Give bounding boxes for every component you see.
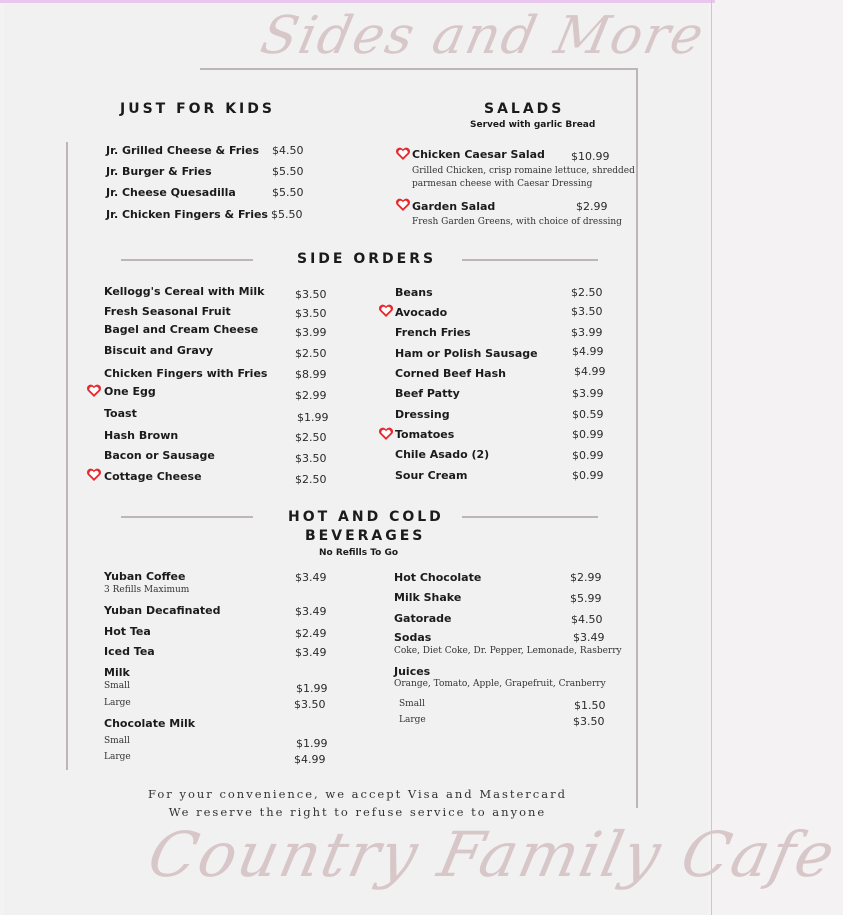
side-price: $2.50 xyxy=(571,286,603,299)
kids-price: $5.50 xyxy=(272,165,304,178)
beverage-item: Milk Shake xyxy=(394,591,462,604)
side-price: $4.99 xyxy=(572,345,604,358)
beverage-item: Yuban Coffee xyxy=(104,570,186,583)
beverage-price: $2.99 xyxy=(570,571,602,584)
side-item: Beef Patty xyxy=(395,387,460,400)
side-price: $4.99 xyxy=(574,365,606,378)
side-price: $2.50 xyxy=(295,473,327,486)
side-item: Hash Brown xyxy=(104,429,179,442)
kids-price: $5.50 xyxy=(272,186,304,199)
side-item: Sour Cream xyxy=(395,469,468,482)
beverage-price: $3.49 xyxy=(295,571,327,584)
size-label: Large xyxy=(399,715,426,725)
side-item: Beans xyxy=(395,286,433,299)
side-price: $2.50 xyxy=(295,347,327,360)
salad-item: Chicken Caesar Salad xyxy=(412,148,545,161)
side-price: $3.99 xyxy=(572,387,604,400)
heart-icon xyxy=(395,147,411,161)
menu-title: Sides and More xyxy=(255,6,711,66)
side-price: $1.99 xyxy=(297,411,329,424)
heart-icon xyxy=(86,468,102,482)
kids-heading: JUST FOR KIDS xyxy=(120,101,275,117)
side-item: Avocado xyxy=(395,306,448,319)
side-item: Dressing xyxy=(395,408,450,421)
salad-item: Garden Salad xyxy=(412,200,496,213)
beverages-subtitle: No Refills To Go xyxy=(319,548,399,558)
salad-description: parmesan cheese with Caesar Dressing xyxy=(412,179,593,189)
size-label: Small xyxy=(104,736,130,746)
side-item: Bacon or Sausage xyxy=(104,449,215,462)
kids-item: Jr. Cheese Quesadilla xyxy=(106,186,236,199)
side-price: $8.99 xyxy=(295,368,327,381)
side-price: $3.99 xyxy=(571,326,603,339)
salad-description: Grilled Chicken, crisp romaine lettuce, shredded xyxy=(412,166,635,176)
beverage-price: $4.50 xyxy=(571,613,603,626)
side-price: $3.99 xyxy=(295,326,327,339)
beverage-price: $1.50 xyxy=(574,699,606,712)
right-border-rule xyxy=(636,68,638,808)
payment-notice: For your convenience, we accept Visa and Mastercard xyxy=(148,787,567,801)
beverage-item: Chocolate Milk xyxy=(104,717,196,730)
beverage-description: Orange, Tomato, Apple, Grapefruit, Cranberry xyxy=(394,679,606,689)
beverage-price: $1.99 xyxy=(296,737,328,750)
section-divider xyxy=(121,259,253,261)
side-orders-heading: SIDE ORDERS xyxy=(297,251,437,267)
service-notice: We reserve the right to refuse service to anyone xyxy=(168,805,547,819)
side-item: Biscuit and Gravy xyxy=(104,344,214,357)
section-divider xyxy=(121,516,253,518)
size-label: Large xyxy=(104,752,131,762)
beverage-item: Hot Tea xyxy=(104,625,151,638)
heart-icon xyxy=(395,198,411,212)
side-item: Kellogg's Cereal with Milk xyxy=(104,285,265,298)
kids-price: $5.50 xyxy=(271,208,303,221)
beverage-price: $3.50 xyxy=(573,715,605,728)
beverage-price: $3.49 xyxy=(295,605,327,618)
beverage-price: $2.49 xyxy=(295,627,327,640)
beverage-price: $3.49 xyxy=(573,631,605,644)
side-price: $3.50 xyxy=(295,307,327,320)
beverage-item: Iced Tea xyxy=(104,645,155,658)
salad-price: $2.99 xyxy=(576,200,608,213)
section-divider xyxy=(462,259,598,261)
beverage-description: 3 Refills Maximum xyxy=(104,585,190,595)
side-item: Chicken Fingers with Fries xyxy=(104,367,268,380)
size-label: Large xyxy=(104,698,131,708)
size-label: Small xyxy=(104,681,130,691)
side-price: $2.50 xyxy=(295,431,327,444)
kids-item: Jr. Grilled Cheese & Fries xyxy=(106,144,259,157)
side-item: Chile Asado (2) xyxy=(395,448,490,461)
kids-price: $4.50 xyxy=(272,144,304,157)
kids-item: Jr. Chicken Fingers & Fries xyxy=(106,208,268,221)
beverage-item: Hot Chocolate xyxy=(394,571,482,584)
side-item: Cottage Cheese xyxy=(104,470,202,483)
side-price: $0.99 xyxy=(572,428,604,441)
side-price: $2.99 xyxy=(295,389,327,402)
beverage-item: Milk xyxy=(104,666,130,679)
left-border-rule xyxy=(66,142,68,770)
salads-heading: SALADS xyxy=(484,101,565,117)
side-item: One Egg xyxy=(104,385,156,398)
side-item: Bagel and Cream Cheese xyxy=(104,323,259,336)
salad-price: $10.99 xyxy=(571,150,610,163)
salad-description: Fresh Garden Greens, with choice of dressing xyxy=(412,217,622,227)
beverage-item: Gatorade xyxy=(394,612,452,625)
beverage-price: $5.99 xyxy=(570,592,602,605)
beverage-price: $4.99 xyxy=(294,753,326,766)
brand-logo: Country Family Cafe xyxy=(142,818,843,891)
heart-icon xyxy=(378,427,394,441)
beverage-item: Yuban Decafinated xyxy=(104,604,221,617)
heart-icon xyxy=(86,384,102,398)
beverage-item: Juices xyxy=(394,665,431,678)
window-right-border xyxy=(711,0,712,915)
side-item: Corned Beef Hash xyxy=(395,367,506,380)
side-item: Toast xyxy=(104,407,137,420)
size-label: Small xyxy=(399,699,425,709)
side-item: Fresh Seasonal Fruit xyxy=(104,305,231,318)
side-item: Tomatoes xyxy=(395,428,455,441)
beverage-item: Sodas xyxy=(394,631,432,644)
beverage-price: $3.49 xyxy=(295,646,327,659)
side-price: $3.50 xyxy=(295,288,327,301)
title-underline xyxy=(200,68,638,70)
beverages-heading: HOT AND COLD xyxy=(288,509,444,525)
salads-subtitle: Served with garlic Bread xyxy=(470,120,596,130)
beverage-price: $3.50 xyxy=(294,698,326,711)
side-price: $3.50 xyxy=(571,305,603,318)
side-item: Ham or Polish Sausage xyxy=(395,347,538,360)
kids-item: Jr. Burger & Fries xyxy=(106,165,212,178)
beverage-price: $1.99 xyxy=(296,682,328,695)
side-price: $0.59 xyxy=(572,408,604,421)
beverages-heading: BEVERAGES xyxy=(305,528,426,544)
heart-icon xyxy=(378,304,394,318)
beverage-description: Coke, Diet Coke, Dr. Pepper, Lemonade, Rasberry xyxy=(394,646,622,656)
side-item: French Fries xyxy=(395,326,471,339)
section-divider xyxy=(462,516,598,518)
side-price: $0.99 xyxy=(572,449,604,462)
side-price: $0.99 xyxy=(572,469,604,482)
side-price: $3.50 xyxy=(295,452,327,465)
